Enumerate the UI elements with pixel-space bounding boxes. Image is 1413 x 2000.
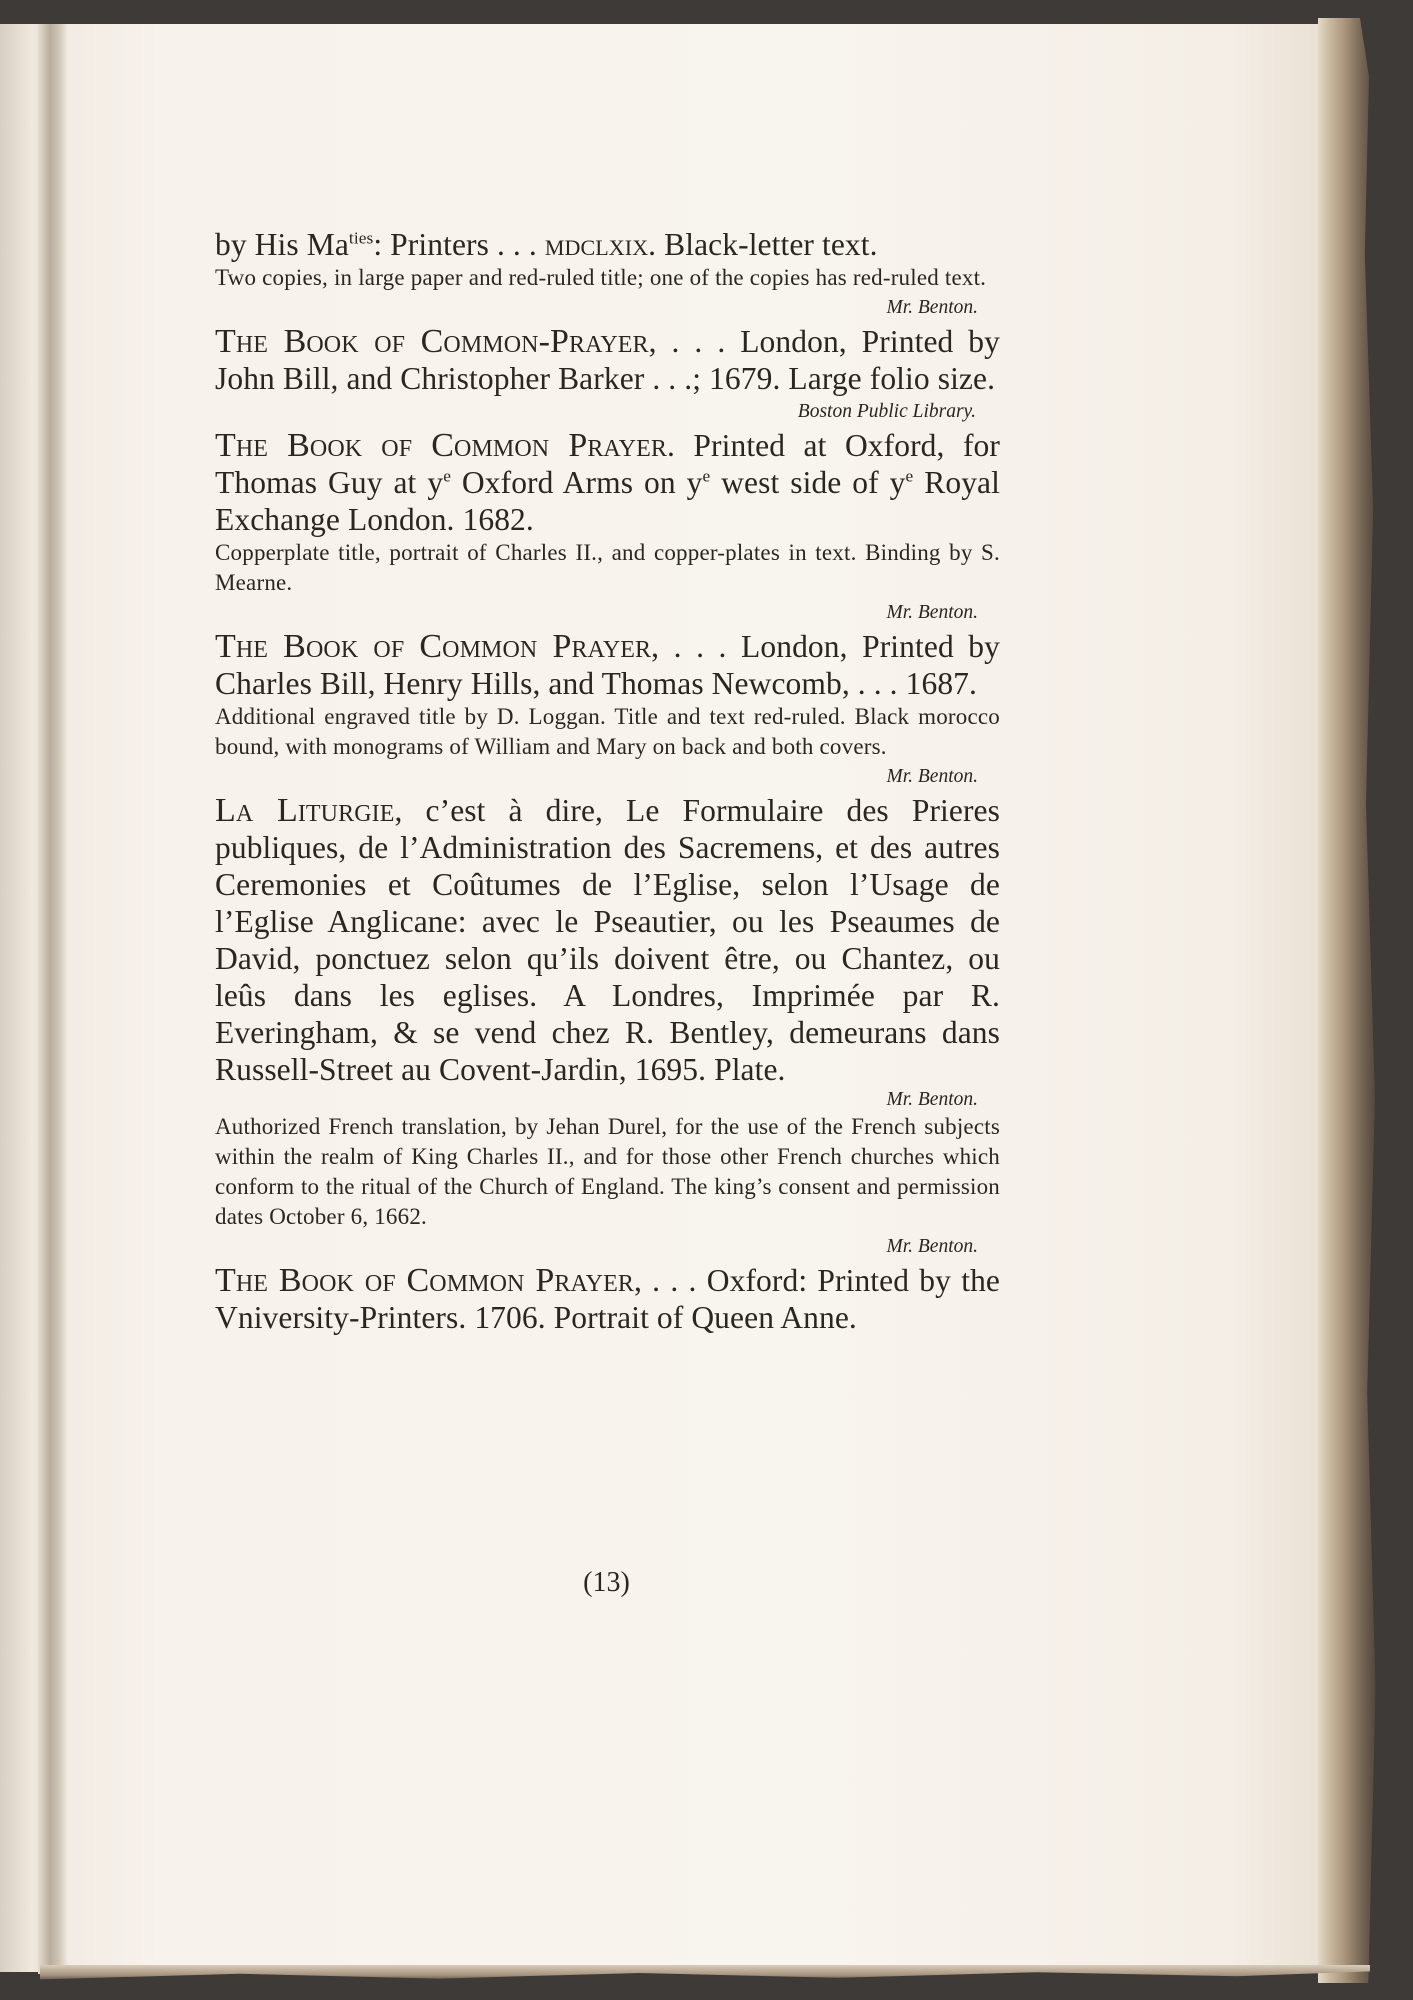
entry-note: Copperplate title, portrait of Charles II., and copper-plates in text. Binding by S. Mearne. [215, 540, 1000, 595]
catalog-entry [215, 226, 1000, 323]
entry-owner: Mr. Benton. [886, 297, 978, 318]
entry-title: The Book of Common-Prayer, . . . London, Printed by John Bill, and Christopher Barker . . .; 1679. Large folio size. [215, 323, 1000, 396]
catalog-entry [215, 1112, 1000, 1262]
page-number: (13) [583, 1567, 630, 1598]
entry-title: The Book of Common Prayer, . . . London, Printed by Charles Bill, Henry Hills, and Thomas Newcomb, . . . 1687. [215, 628, 1000, 701]
entry-title: by His $Ma^{ties}$: Printers . . . mdclxix. Black-letter text. [215, 227, 878, 262]
catalog-entry [215, 323, 1000, 427]
entry-title: La Liturgie, c’est à dire, Le Formulaire des Prieres publiques, de l’Administration des Sacremens, et des autres Ceremonies et Coûtumes de l’Eglise, selon l’Usage de l’Eglise Anglicane: avec le Pseautier, ou les Pseaumes de David, ponctuez selon qu’ils doivent être, ou Chantez, ou leûs dans les eglises. A Londres, Imprimée par R. Everingham, & se vend chez R. Bentley, demeurans dans Russell-Street au Covent-Jardin, 1695. Plate. [215, 792, 1000, 1087]
entry-owner: Mr. Benton. [886, 1236, 978, 1257]
catalog-entry [215, 628, 1000, 792]
entry-owner: Mr. Benton. [886, 1089, 978, 1110]
entry-note: Authorized French translation, by Jehan Durel, for the use of the French subjects within the realm of King Charles II., and for those other French churches which conform to the ritual of the Church of England. The king’s consent and permission dates October 6, 1662. [215, 1114, 1000, 1229]
entry-title: The Book of Common Prayer. Printed at Oxford, for Thomas Guy at $y^e$ Oxford Arms on $y^e$ west side of $y^e$ Royal Exchange London. 1682. [215, 427, 1000, 537]
entry-title: The Book of Common Prayer, . . . Oxford: Printed by the Vniversity-Printers. 1706. Portrait of Queen Anne. [215, 1262, 1000, 1335]
catalog-entry [215, 792, 1000, 1112]
page-gutter [38, 24, 68, 1974]
entry-note: Two copies, in large paper and red-ruled title; one of the copies has red-ruled text. [215, 265, 987, 290]
entry-owner: Mr. Benton. [886, 766, 978, 787]
catalog-entry [215, 427, 1000, 628]
page-text [215, 226, 1000, 1336]
catalog-entry [215, 1262, 1000, 1336]
entry-note: Additional engraved title by D. Loggan. Title and text red-ruled. Black morocco bound, with monograms of William and Mary on back and both covers. [215, 704, 1000, 759]
entry-owner: Mr. Benton. [886, 602, 978, 623]
entry-owner: Boston Public Library. [797, 401, 976, 422]
